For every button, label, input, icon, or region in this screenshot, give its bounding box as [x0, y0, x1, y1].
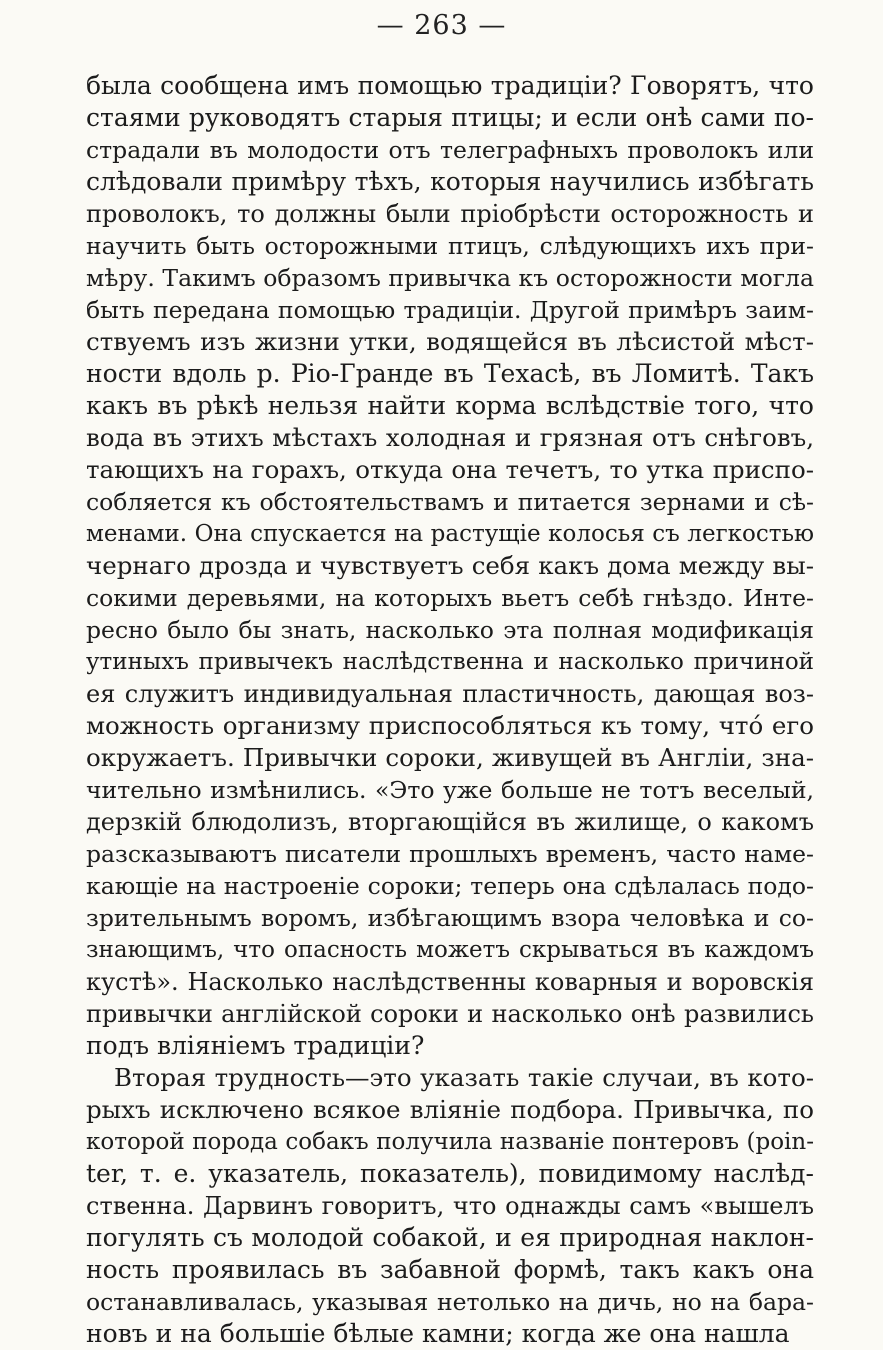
text-line: ность проявилась въ забавной формѣ, такъ какъ она [86, 1255, 814, 1284]
text-line: ственна. Дарвинъ говоритъ, что однажды самъ «вышелъ [86, 1192, 814, 1220]
text-line: страдали въ молодости отъ телеграфныхъ проволокъ или [86, 136, 814, 164]
text-line: окружаетъ. Привычки сороки, живущей въ Англіи, зна- [86, 743, 814, 772]
body-text [86, 70, 814, 1350]
text-line: была сообщена имъ помощью традиціи? Говорятъ, что [86, 71, 814, 100]
text-line: менами. Она спускается на растущіе колосья съ легкостью [86, 521, 814, 547]
text-line: ресно было бы знать, насколько эта полная модификація [86, 616, 814, 644]
text-line: можность организму приспособляться къ тому, чтó его [86, 711, 814, 740]
text-line: останавливалась, указывая нетолько на дичь, но на бара- [86, 1288, 814, 1316]
text-line: привычки англійской сороки и насколько онѣ развились [86, 1000, 814, 1028]
text-line: сокими деревьями, на которыхъ вьетъ себѣ гнѣздо. Инте- [86, 584, 814, 612]
text-line: ствуемъ изъ жизни утки, водящейся въ лѣсистой мѣст- [86, 327, 814, 356]
text-line: Вторая трудность—это указать такіе случаи, въ кото- [114, 1063, 814, 1092]
text-line: вода въ этихъ мѣстахъ холодная и грязная отъ снѣговъ, [86, 423, 814, 452]
text-line: кающіе на настроеніе сороки; теперь она сдѣлалась подо- [86, 872, 814, 900]
page-number: — 263 — [376, 10, 507, 41]
text-line: разсказываютъ писатели прошлыхъ временъ, часто наме- [86, 840, 814, 868]
text-line: стаями руководятъ старыя птицы; и если онѣ сами по- [86, 103, 814, 132]
text-line: которой порода собакъ получила названіе понтеровъ (poin- [86, 1129, 814, 1155]
text-line: дерзкій блюдолизъ, вторгающійся въ жилище, о какомъ [86, 808, 814, 836]
text-line: собляется къ обстоятельствамъ и питается зернами и сѣ- [86, 488, 814, 516]
text-line: ter, т. е. указатель, показатель), повидимому наслѣд- [86, 1159, 814, 1188]
text-line: знающимъ, что опасность можетъ скрываться въ каждомъ [86, 937, 814, 963]
text-line: подъ вліяніемъ традиціи? [86, 1031, 425, 1060]
text-line: проволокъ, то должны были пріобрѣсти осторожность и [86, 200, 814, 228]
text-line: какъ въ рѣкѣ нельзя найти корма вслѣдствіе того, что [86, 391, 814, 420]
text-line: новъ и на большіе бѣлые камни; когда же она нашла [86, 1319, 790, 1348]
text-line: ности вдоль р. Ріо-Гранде въ Техасѣ, въ Ломитѣ. Такъ [86, 359, 814, 388]
text-line: быть передана помощью традиціи. Другой примѣръ заим- [86, 296, 814, 324]
text-line: утиныхъ привычекъ наслѣдственна и насколько причиной [86, 649, 814, 675]
text-line: погулять съ молодой собакой, и ея природная наклон- [86, 1223, 814, 1252]
text-line: кустѣ». Насколько наслѣдственны коварныя и воровскія [86, 968, 814, 996]
text-line: чернаго дрозда и чувствуетъ себя какъ дома между вы- [86, 551, 814, 580]
text-line: рыхъ исключено всякое вліяніе подбора. Привычка, по [86, 1095, 814, 1124]
text-line: чительно измѣнились. «Это уже больше не тотъ веселый, [86, 776, 814, 804]
text-line: зрительнымъ воромъ, избѣгающимъ взора человѣка и со- [86, 904, 814, 932]
text-line: ея служитъ индивидуальная пластичность, дающая воз- [86, 680, 814, 708]
text-line: научить быть осторожными птицъ, слѣдующихъ ихъ при- [86, 232, 814, 260]
text-line: мѣру. Такимъ образомъ привычка къ осторожности могла [86, 264, 814, 292]
text-line: слѣдовали примѣру тѣхъ, которыя научились избѣгать [86, 167, 814, 196]
text-line: тающихъ на горахъ, откуда она течетъ, то утка приспо- [86, 455, 814, 484]
